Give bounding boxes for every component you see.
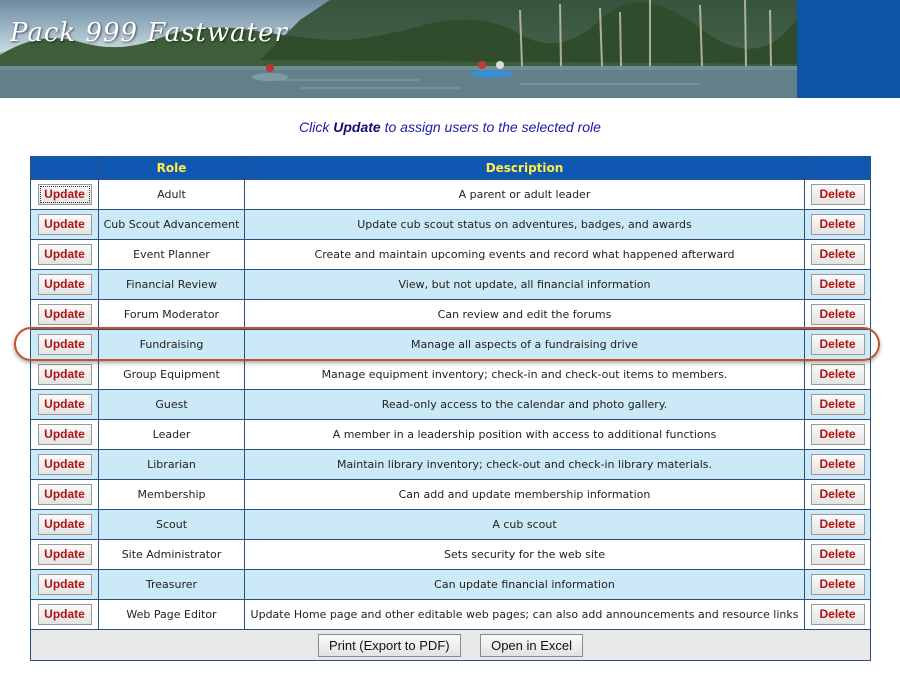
delete-button[interactable]: Delete [811,424,865,445]
role-description: View, but not update, all financial information [245,270,805,300]
update-button[interactable]: Update [38,214,92,235]
table-row [31,300,871,330]
delete-cell [805,420,871,450]
role-description: Manage equipment inventory; check-in and check-out items to members. [245,360,805,390]
table-row [31,270,871,300]
column-header-update [31,157,99,180]
table-row [31,240,871,270]
delete-button[interactable]: Delete [811,544,865,565]
delete-button[interactable]: Delete [811,574,865,595]
role-description: Sets security for the web site [245,540,805,570]
update-button[interactable]: Update [38,304,92,325]
open-in-excel-button[interactable]: Open in Excel [480,634,583,657]
instruction-suffix: to assign users to the selected role [380,119,601,135]
update-button[interactable]: Update [38,454,92,475]
role-name: Scout [99,510,245,540]
role-description: Read-only access to the calendar and photo gallery. [245,390,805,420]
role-name: Adult [99,180,245,210]
table-header-row [31,157,871,180]
delete-cell [805,570,871,600]
delete-button[interactable]: Delete [811,214,865,235]
delete-button[interactable]: Delete [811,394,865,415]
column-header-description: Description [245,157,805,180]
delete-cell [805,510,871,540]
table-row [31,390,871,420]
role-name: Treasurer [99,570,245,600]
delete-button[interactable]: Delete [811,454,865,475]
delete-cell [805,450,871,480]
role-name: Site Administrator [99,540,245,570]
update-cell [31,420,99,450]
delete-cell [805,210,871,240]
update-button[interactable]: Update [38,544,92,565]
table-row [31,330,871,360]
roles-table [30,156,871,661]
delete-button[interactable]: Delete [811,514,865,535]
role-description: A parent or adult leader [245,180,805,210]
delete-cell [805,360,871,390]
delete-cell [805,330,871,360]
column-header-delete [805,157,871,180]
role-description: A member in a leadership position with access to additional functions [245,420,805,450]
table-row [31,480,871,510]
update-cell [31,240,99,270]
role-name: Guest [99,390,245,420]
delete-button[interactable]: Delete [811,244,865,265]
update-button[interactable]: Update [38,514,92,535]
update-cell [31,300,99,330]
delete-button[interactable]: Delete [811,484,865,505]
delete-button[interactable]: Delete [811,364,865,385]
update-cell [31,180,99,210]
delete-cell [805,540,871,570]
delete-button[interactable]: Delete [811,304,865,325]
role-description: Can review and edit the forums [245,300,805,330]
update-cell [31,510,99,540]
update-cell [31,480,99,510]
table-row [31,540,871,570]
column-header-role: Role [99,157,245,180]
role-name: Membership [99,480,245,510]
table-row [31,450,871,480]
role-description: Can add and update membership information [245,480,805,510]
role-name: Event Planner [99,240,245,270]
update-button[interactable]: Update [38,184,92,205]
role-name: Forum Moderator [99,300,245,330]
footer-actions [31,630,871,661]
update-button[interactable]: Update [38,334,92,355]
update-cell [31,270,99,300]
update-cell [31,330,99,360]
print-export-pdf-button[interactable]: Print (Export to PDF) [318,634,461,657]
role-description: Can update financial information [245,570,805,600]
update-cell [31,570,99,600]
delete-cell [805,270,871,300]
update-button[interactable]: Update [38,484,92,505]
role-description: A cub scout [245,510,805,540]
update-button[interactable]: Update [38,394,92,415]
update-cell [31,210,99,240]
table-row [31,180,871,210]
instruction-emphasis: Update [333,119,381,135]
table-row [31,600,871,630]
role-description: Maintain library inventory; check-out and check-in library materials. [245,450,805,480]
update-button[interactable]: Update [38,244,92,265]
site-title: Pack 999 Fastwater [10,18,288,48]
role-name: Cub Scout Advancement [99,210,245,240]
role-description: Manage all aspects of a fundraising drive [245,330,805,360]
banner-blue-block [797,0,900,98]
role-name: Librarian [99,450,245,480]
instruction-prefix: Click [299,119,334,135]
role-name: Leader [99,420,245,450]
update-cell [31,360,99,390]
role-description: Create and maintain upcoming events and record what happened afterward [245,240,805,270]
update-cell [31,450,99,480]
site-banner [0,0,900,98]
delete-button[interactable]: Delete [811,604,865,625]
delete-button[interactable]: Delete [811,334,865,355]
delete-cell [805,240,871,270]
role-name: Financial Review [99,270,245,300]
delete-cell [805,300,871,330]
table-row [31,510,871,540]
update-cell [31,390,99,420]
delete-cell [805,480,871,510]
table-row [31,420,871,450]
instruction-text [0,119,900,135]
role-name: Web Page Editor [99,600,245,630]
update-button[interactable]: Update [38,424,92,445]
delete-button[interactable]: Delete [811,184,865,205]
update-button[interactable]: Update [38,364,92,385]
update-button[interactable]: Update [38,604,92,625]
delete-cell [805,600,871,630]
role-description: Update cub scout status on adventures, badges, and awards [245,210,805,240]
table-footer-row [31,630,871,661]
update-cell [31,540,99,570]
role-name: Fundraising [99,330,245,360]
role-description: Update Home page and other editable web pages; can also add announcements and resource links [245,600,805,630]
table-row [31,570,871,600]
update-button[interactable]: Update [38,274,92,295]
update-button[interactable]: Update [38,574,92,595]
update-cell [31,600,99,630]
table-row [31,210,871,240]
delete-button[interactable]: Delete [811,274,865,295]
banner-photo [0,0,797,98]
delete-cell [805,180,871,210]
table-row [31,360,871,390]
role-name: Group Equipment [99,360,245,390]
delete-cell [805,390,871,420]
